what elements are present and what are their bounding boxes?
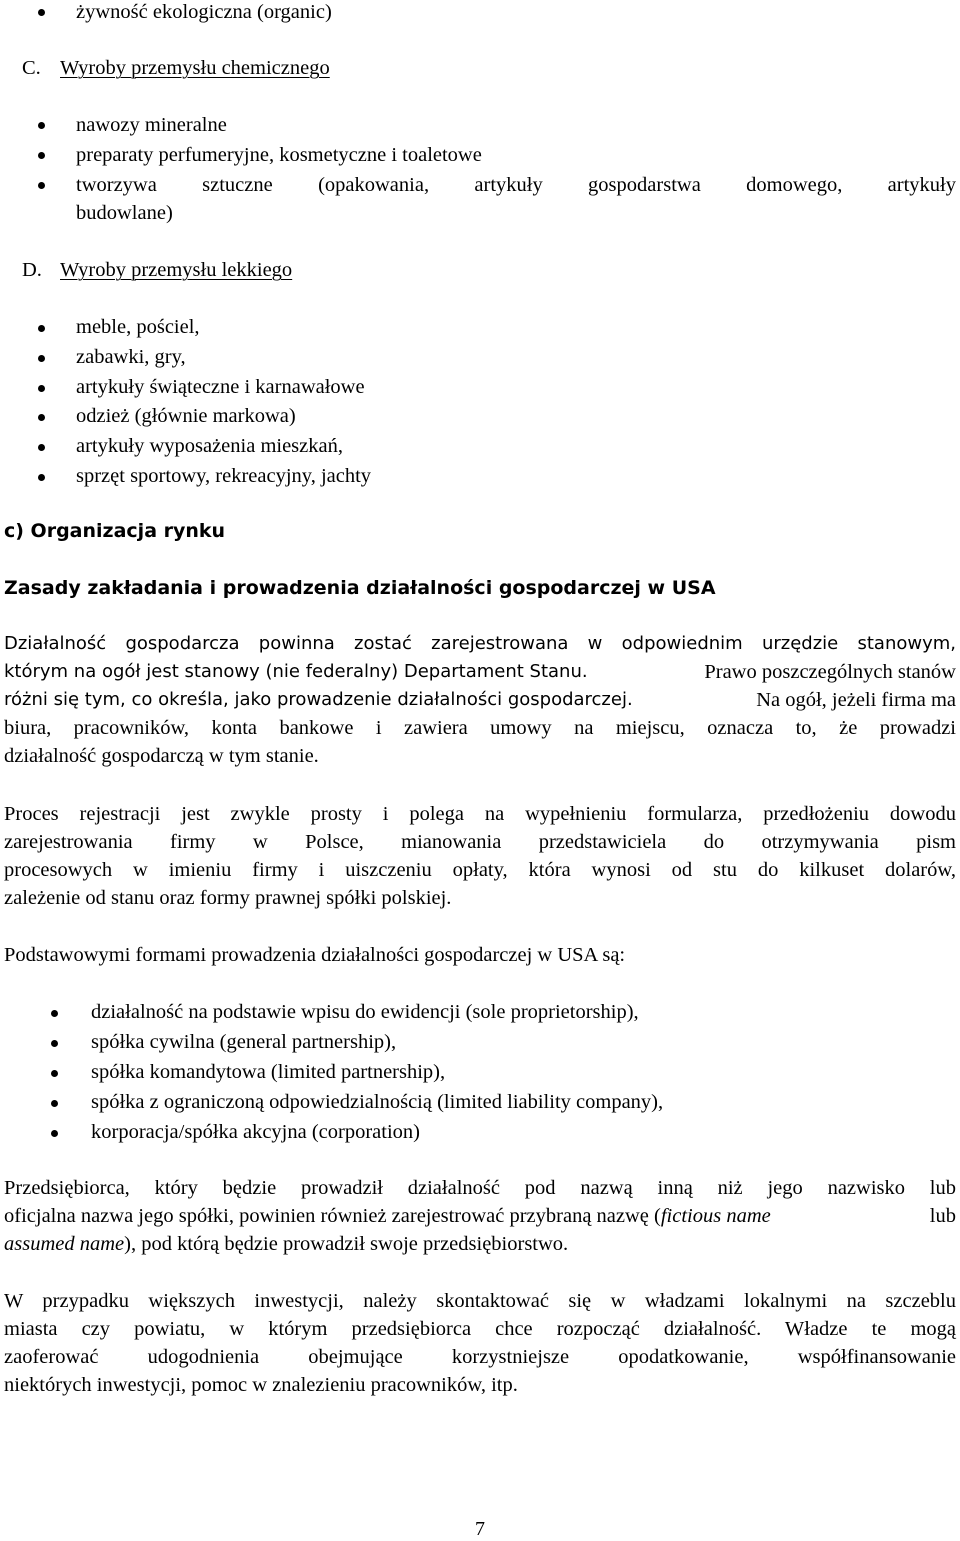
paragraph-line — [4, 1202, 956, 1230]
bullet-icon — [51, 1040, 58, 1047]
list-item: spółka komandytowa (limited partnership), — [91, 1061, 446, 1083]
bullet-icon — [51, 1070, 58, 1077]
paragraph-line: miasta czy powiatu, w którym przedsiębiorca chce rozpocząć działalność. Władze te mogą — [4, 1318, 956, 1340]
list-item: korporacja/spółka akcyjna (corporation) — [91, 1121, 421, 1143]
list-item: działalność na podstawie wpisu do ewidencji (sole proprietorship), — [91, 1001, 639, 1023]
paragraph-text: ), pod którą będzie prowadził swoje przedsiębiorstwo. — [124, 1233, 569, 1255]
bullet-icon — [51, 1010, 58, 1017]
paragraph-line: W przypadku większych inwestycji, należy skontaktować się w władzami lokalnymi na szczeblu — [4, 1290, 956, 1312]
list-item: spółka cywilna (general partnership), — [91, 1031, 397, 1053]
paragraph-line: zaoferować udogodnienia obejmujące korzystniejsze opodatkowanie, współfinansowanie — [4, 1346, 956, 1368]
section-letter: D. — [22, 259, 42, 281]
list-item: spółka z ograniczoną odpowiedzialnością (limited liability company), — [91, 1091, 664, 1113]
paragraph-text: Na ogół, jeżeli firma ma — [756, 689, 956, 711]
bullet-icon — [38, 152, 45, 159]
list-item: artykuły świąteczne i karnawałowe — [76, 376, 365, 398]
paragraph-line: Przedsiębiorca, który będzie prowadził działalność pod nazwą inną niż jego nazwisko lub — [4, 1177, 956, 1199]
list-item: nawozy mineralne — [76, 114, 227, 136]
section-title: Wyroby przemysłu chemicznego — [60, 57, 330, 79]
paragraph-line — [4, 686, 956, 714]
list-item: żywność ekologiczna (organic) — [76, 1, 332, 23]
paragraph-line — [4, 658, 956, 686]
italic-term: fictious name — [660, 1205, 771, 1227]
list-item: tworzywa sztuczne (opakowania, artykuły gospodarstwa domowego, artykuły — [76, 174, 956, 196]
bullet-icon — [38, 122, 45, 129]
paragraph-text: różni się tym, co określa, jako prowadzenie działalności gospodarczej. — [4, 689, 633, 710]
paragraph-line: niektórych inwestycji, pomoc w znalezieniu pracowników, itp. — [4, 1374, 518, 1396]
list-item: odzież (głównie markowa) — [76, 405, 296, 427]
paragraph-text — [4, 1202, 771, 1230]
section-letter: C. — [22, 57, 41, 79]
paragraph-text: oficjalna nazwa jego spółki, powinien również zarejestrować przybraną nazwę ( — [4, 1205, 661, 1227]
bullet-icon — [38, 325, 45, 332]
bullet-icon — [38, 355, 45, 362]
section-heading: Zasady zakładania i prowadzenia działalności gospodarczej w USA — [4, 577, 716, 599]
paragraph-line: działalność gospodarczą w tym stanie. — [4, 745, 319, 767]
bullet-icon — [38, 414, 45, 421]
list-item: sprzęt sportowy, rekreacyjny, jachty — [76, 465, 372, 487]
paragraph-text: którym na ogół jest stanowy (nie federalny) Departament Stanu. — [4, 661, 588, 682]
paragraph-line: Proces rejestracji jest zwykle prosty i polega na wypełnieniu formularza, przedłożeniu dowodu — [4, 803, 956, 825]
list-item: preparaty perfumeryjne, kosmetyczne i toaletowe — [76, 144, 482, 166]
page-number: 7 — [475, 1518, 485, 1540]
bullet-icon — [51, 1130, 58, 1137]
paragraph-text: lub — [929, 1205, 956, 1227]
section-heading: c) Organizacja rynku — [4, 520, 226, 542]
paragraph-line: zarejestrowania firmy w Polsce, mianowania przedstawiciela do otrzymywania pism — [4, 831, 956, 853]
bullet-icon — [38, 385, 45, 392]
paragraph-text: Prawo poszczególnych stanów — [704, 661, 956, 683]
paragraph-line: zależenie od stanu oraz formy prawnej spółki polskiej. — [4, 887, 452, 909]
bullet-icon — [38, 9, 45, 16]
bullet-icon — [38, 182, 45, 189]
section-title: Wyroby przemysłu lekkiego — [60, 259, 293, 281]
italic-term: assumed name — [4, 1233, 125, 1255]
list-item: meble, pościel, — [76, 316, 200, 338]
paragraph-line: Działalność gospodarcza powinna zostać zarejestrowana w odpowiednim urzędzie stanowym, — [4, 633, 956, 654]
paragraph-line: procesowych w imieniu firmy i uiszczeniu opłaty, która wynosi od stu do kilkuset dolarów, — [4, 859, 956, 881]
list-item: zabawki, gry, — [76, 346, 186, 368]
bullet-icon — [38, 474, 45, 481]
list-item-continuation: budowlane) — [76, 202, 173, 224]
paragraph-line: biura, pracowników, konta bankowe i zawiera umowy na miejscu, oznacza to, że prowadzi — [4, 717, 956, 739]
list-item: artykuły wyposażenia mieszkań, — [76, 435, 343, 457]
paragraph-line: Podstawowymi formami prowadzenia działalności gospodarczej w USA są: — [4, 944, 626, 966]
bullet-icon — [38, 444, 45, 451]
paragraph-line — [4, 1230, 568, 1258]
bullet-icon — [51, 1100, 58, 1107]
